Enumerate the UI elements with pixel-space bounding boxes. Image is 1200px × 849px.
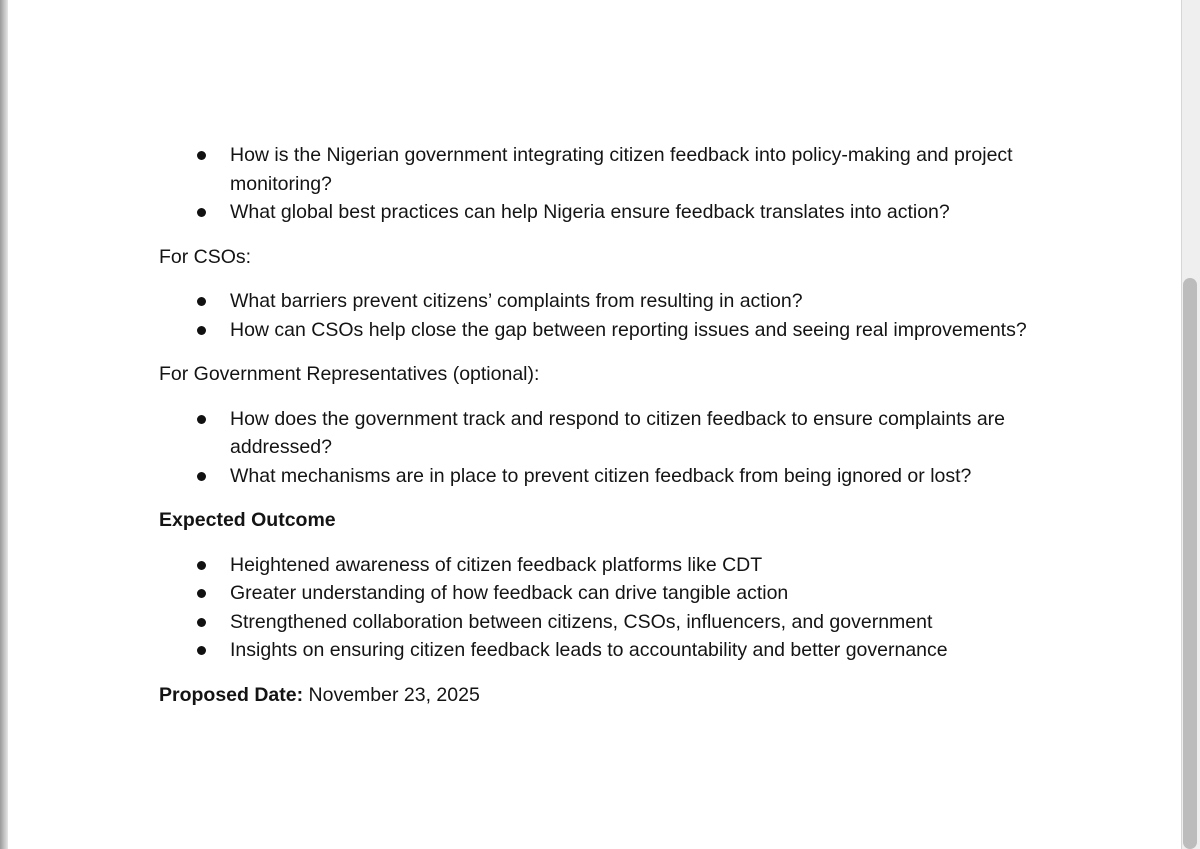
csos-question-list [159, 287, 1059, 344]
window-left-edge [0, 0, 8, 849]
list-item: How is the Nigerian government integrating citizen feedback into policy-making and project monitoring? [159, 141, 1059, 198]
bullet-icon [197, 151, 206, 160]
document-page [8, 0, 1181, 849]
bullet-icon [197, 472, 206, 481]
list-item: Insights on ensuring citizen feedback leads to accountability and better governance [159, 636, 1059, 665]
list-item: How can CSOs help close the gap between reporting issues and seeing real improvements? [159, 316, 1059, 345]
list-item: What mechanisms are in place to prevent citizen feedback from being ignored or lost? [159, 462, 1059, 491]
list-item: How does the government track and respond to citizen feedback to ensure complaints are addressed? [159, 405, 1059, 462]
list-item: Greater understanding of how feedback can drive tangible action [159, 579, 1059, 608]
expected-outcome-heading: Expected Outcome [159, 509, 336, 531]
bullet-icon [197, 561, 206, 570]
list-item: What global best practices can help Nigeria ensure feedback translates into action? [159, 198, 1059, 227]
list-item: What barriers prevent citizens’ complaints from resulting in action? [159, 287, 1059, 316]
expected-outcome-list [159, 551, 1059, 665]
list-item: Heightened awareness of citizen feedback platforms like CDT [159, 551, 1059, 580]
government-question-list [159, 405, 1059, 491]
proposed-date-label: Proposed Date: [159, 683, 304, 706]
bullet-icon [197, 618, 206, 627]
bullet-icon [197, 589, 206, 598]
proposed-date [159, 681, 1059, 710]
csos-heading: For CSOs: [159, 245, 252, 268]
bullet-icon [197, 646, 206, 655]
intro-question-list [159, 141, 1059, 227]
document-content [159, 141, 1059, 709]
bullet-icon [197, 208, 206, 217]
proposed-date-value: November 23, 2025 [308, 683, 480, 706]
government-heading: For Government Representatives (optional): [159, 363, 540, 385]
scrollbar-thumb[interactable] [1183, 278, 1197, 849]
list-item: Strengthened collaboration between citizens, CSOs, influencers, and government [159, 608, 1059, 637]
bullet-icon [197, 297, 206, 306]
bullet-icon [197, 415, 206, 424]
bullet-icon [197, 326, 206, 335]
